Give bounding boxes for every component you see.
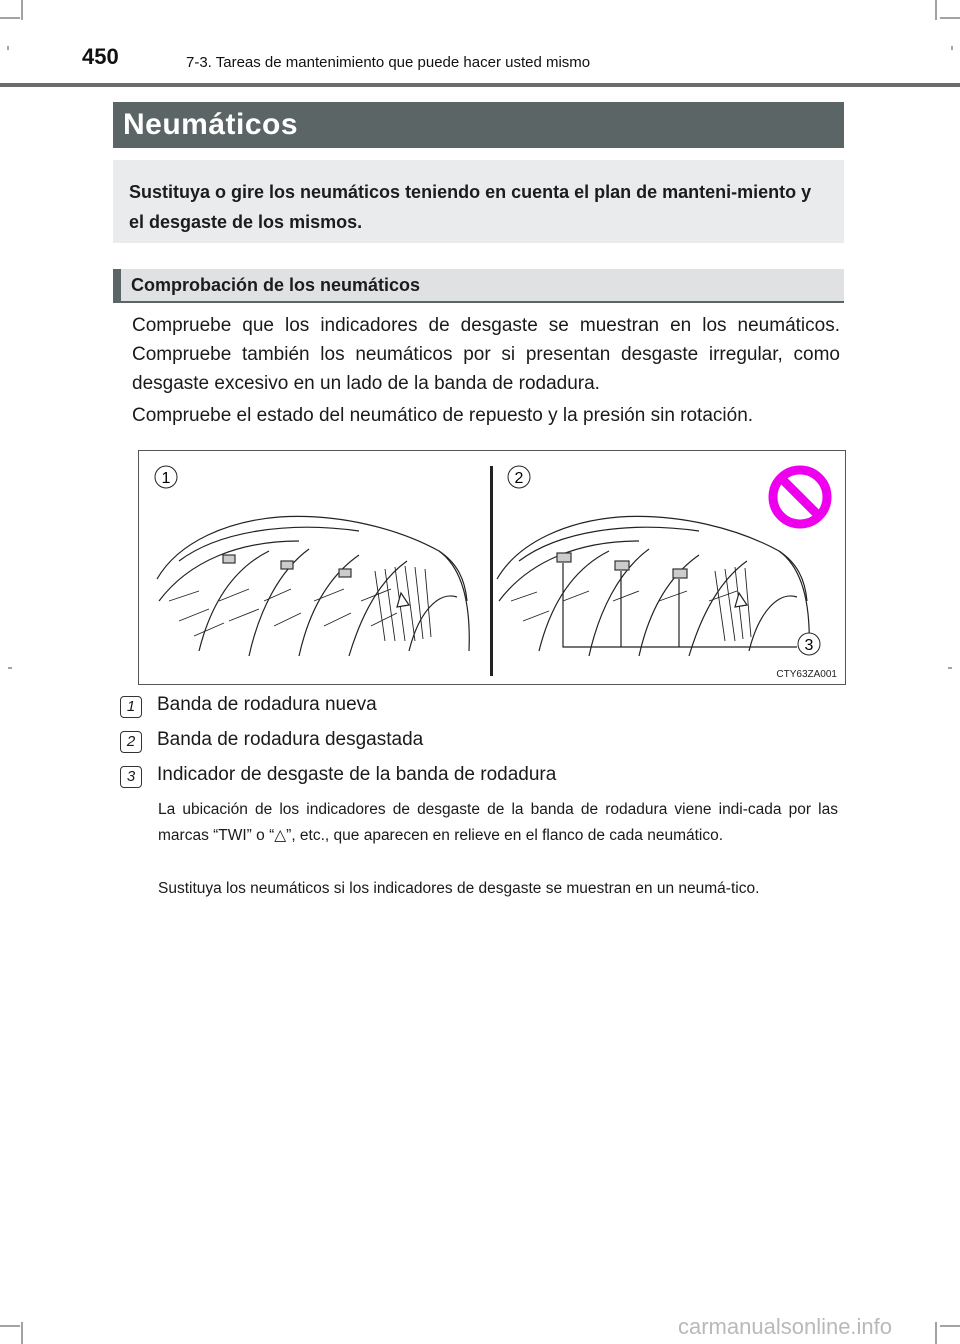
section-marker (113, 269, 121, 301)
legend-text: Indicador de desgaste de la banda de rodadura (157, 764, 557, 785)
section-heading: Comprobación de los neumáticos (131, 275, 421, 295)
tire-illustration (139, 451, 845, 684)
new-tread-tire (157, 516, 469, 656)
section-heading-bar (113, 269, 844, 303)
legend-number: 3 (120, 766, 142, 788)
figure-code: CTY63ZA001 (776, 669, 837, 680)
body-paragraph: Compruebe el estado del neumático de repuesto y la presión sin rotación. (132, 405, 754, 426)
page-title-bar (113, 102, 844, 148)
prohibited-icon (773, 470, 827, 524)
header-rule (0, 83, 960, 87)
note-paragraph: Sustituya los neumáticos si los indicadores de desgaste se muestran en un neumá-tico. (158, 880, 760, 897)
page-title: Neumáticos (123, 108, 299, 141)
worn-tread-tire (497, 516, 809, 656)
callout-3-label: 3 (804, 637, 814, 654)
legend-text: Banda de rodadura desgastada (157, 729, 424, 750)
section-header: 7-3. Tareas de mantenimiento que puede hacer usted mismo (186, 54, 591, 71)
legend-text: Banda de rodadura nueva (157, 694, 377, 715)
note-paragraph: La ubicación de los indicadores de desgaste de la banda de rodadura viene indi-cada por las marcas “TWI” o “△”, etc., que aparecen en relieve en el flanco de cada neumático. (158, 801, 838, 844)
body-paragraph: Compruebe que los indicadores de desgaste se muestran en los neumáticos. Compruebe también los neumáticos por si presentan desgaste irregular, como desgaste excesivo en un lado de la banda de rodadura. (132, 315, 840, 394)
callout-1-label: 1 (161, 470, 171, 487)
page-number: 450 (82, 44, 119, 69)
legend-number: 2 (120, 731, 142, 753)
figure-divider (490, 466, 493, 676)
summary-box (113, 160, 844, 243)
summary-text: Sustituya o gire los neumáticos teniendo en cuenta el plan de manteni-miento y el desgaste de los mismos. (129, 182, 812, 232)
callout-2-label: 2 (514, 470, 524, 487)
tire-wear-figure (138, 450, 846, 685)
watermark: carmanualsonline.info (678, 1314, 893, 1339)
legend-number: 1 (120, 696, 142, 718)
